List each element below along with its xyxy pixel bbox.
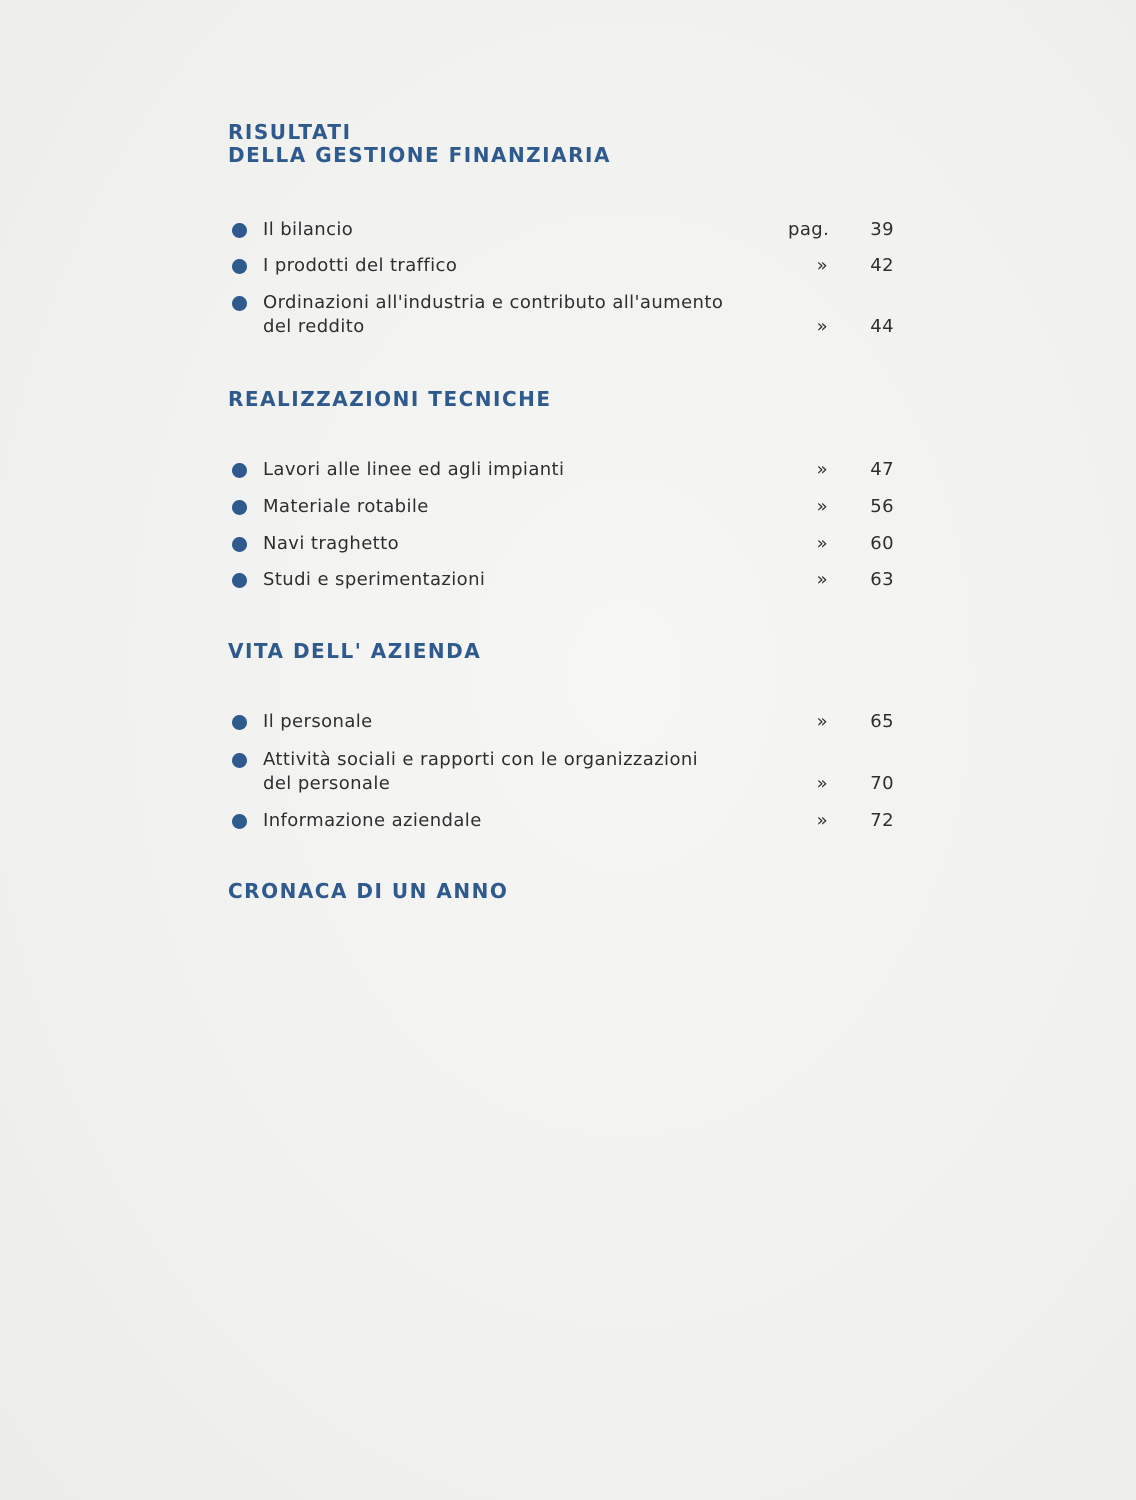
bullet-icon bbox=[232, 537, 247, 552]
bullet-icon bbox=[232, 223, 247, 238]
toc-entry-personale[interactable] bbox=[228, 710, 894, 736]
page-number: 44 bbox=[870, 316, 894, 337]
page-number: 65 bbox=[870, 711, 894, 732]
page-marker: » bbox=[816, 316, 828, 337]
toc-entry-label: I prodotti del traffico bbox=[263, 255, 458, 276]
toc-entry-label bbox=[263, 748, 698, 796]
toc-entry-label: Lavori alle linee ed agli impianti bbox=[263, 459, 565, 480]
bullet-icon bbox=[232, 500, 247, 515]
toc-entry-attivita-sociali[interactable] bbox=[228, 748, 894, 800]
toc-entry-label: Informazione aziendale bbox=[263, 810, 482, 831]
bullet-icon bbox=[232, 715, 247, 730]
toc-entry-prodotti-traffico[interactable] bbox=[228, 254, 894, 280]
bullet-icon bbox=[232, 814, 247, 829]
toc-entry-label-line: Ordinazioni all'industria e contributo all'aumento bbox=[263, 292, 724, 313]
toc-entry-navi-traghetto[interactable] bbox=[228, 532, 894, 558]
page-number: 60 bbox=[870, 533, 894, 554]
section-heading-line: VITA DELL' AZIENDA bbox=[228, 639, 482, 663]
toc-entry-studi[interactable] bbox=[228, 568, 894, 594]
toc-entry-label: Il bilancio bbox=[263, 219, 354, 240]
page-number: 56 bbox=[870, 496, 894, 517]
section-heading-line: DELLA GESTIONE FINANZIARIA bbox=[228, 143, 611, 167]
page-number: 63 bbox=[870, 569, 894, 590]
page-number: 70 bbox=[870, 773, 894, 794]
page-number: 39 bbox=[870, 219, 894, 240]
section-heading-risultati bbox=[228, 121, 611, 167]
bullet-icon bbox=[232, 753, 247, 768]
page-number: 42 bbox=[870, 255, 894, 276]
toc-entry-label: Studi e sperimentazioni bbox=[263, 569, 486, 590]
toc-entry-label: Materiale rotabile bbox=[263, 496, 429, 517]
bullet-icon bbox=[232, 296, 247, 311]
bullet-icon bbox=[232, 259, 247, 274]
toc-entry-bilancio[interactable] bbox=[228, 218, 894, 244]
toc-entry-ordinazioni[interactable] bbox=[228, 291, 894, 343]
page-marker: » bbox=[816, 533, 828, 554]
page-marker: » bbox=[816, 810, 828, 831]
page-marker: » bbox=[816, 569, 828, 590]
toc-entry-label bbox=[263, 291, 723, 339]
page-marker: » bbox=[816, 255, 828, 276]
section-heading-realizzazioni bbox=[228, 388, 552, 411]
bullet-icon bbox=[232, 463, 247, 478]
page-marker: » bbox=[816, 773, 828, 794]
toc-entry-label-line: Attività sociali e rapporti con le organizzazioni bbox=[263, 749, 699, 770]
bullet-icon bbox=[232, 573, 247, 588]
page-number: 72 bbox=[870, 810, 894, 831]
toc-entry-materiale-rotabile[interactable] bbox=[228, 495, 894, 521]
page-number: 47 bbox=[870, 459, 894, 480]
section-heading-cronaca bbox=[228, 880, 508, 903]
section-heading-line: REALIZZAZIONI TECNICHE bbox=[228, 387, 552, 411]
toc-entry-label-line: del reddito bbox=[263, 316, 365, 337]
page-marker: » bbox=[816, 459, 828, 480]
section-heading-line: CRONACA DI UN ANNO bbox=[228, 879, 509, 903]
toc-entry-informazione[interactable] bbox=[228, 809, 894, 835]
toc-entry-label: Il personale bbox=[263, 711, 373, 732]
toc-entry-lavori[interactable] bbox=[228, 458, 894, 484]
page-marker: pag. bbox=[788, 219, 830, 240]
toc-entry-label-line: del personale bbox=[263, 773, 391, 794]
toc-entry-label: Navi traghetto bbox=[263, 533, 399, 554]
page-marker: » bbox=[816, 711, 828, 732]
page-marker: » bbox=[816, 496, 828, 517]
section-heading-vita-azienda bbox=[228, 640, 481, 663]
section-heading-line: RISULTATI bbox=[228, 120, 352, 144]
